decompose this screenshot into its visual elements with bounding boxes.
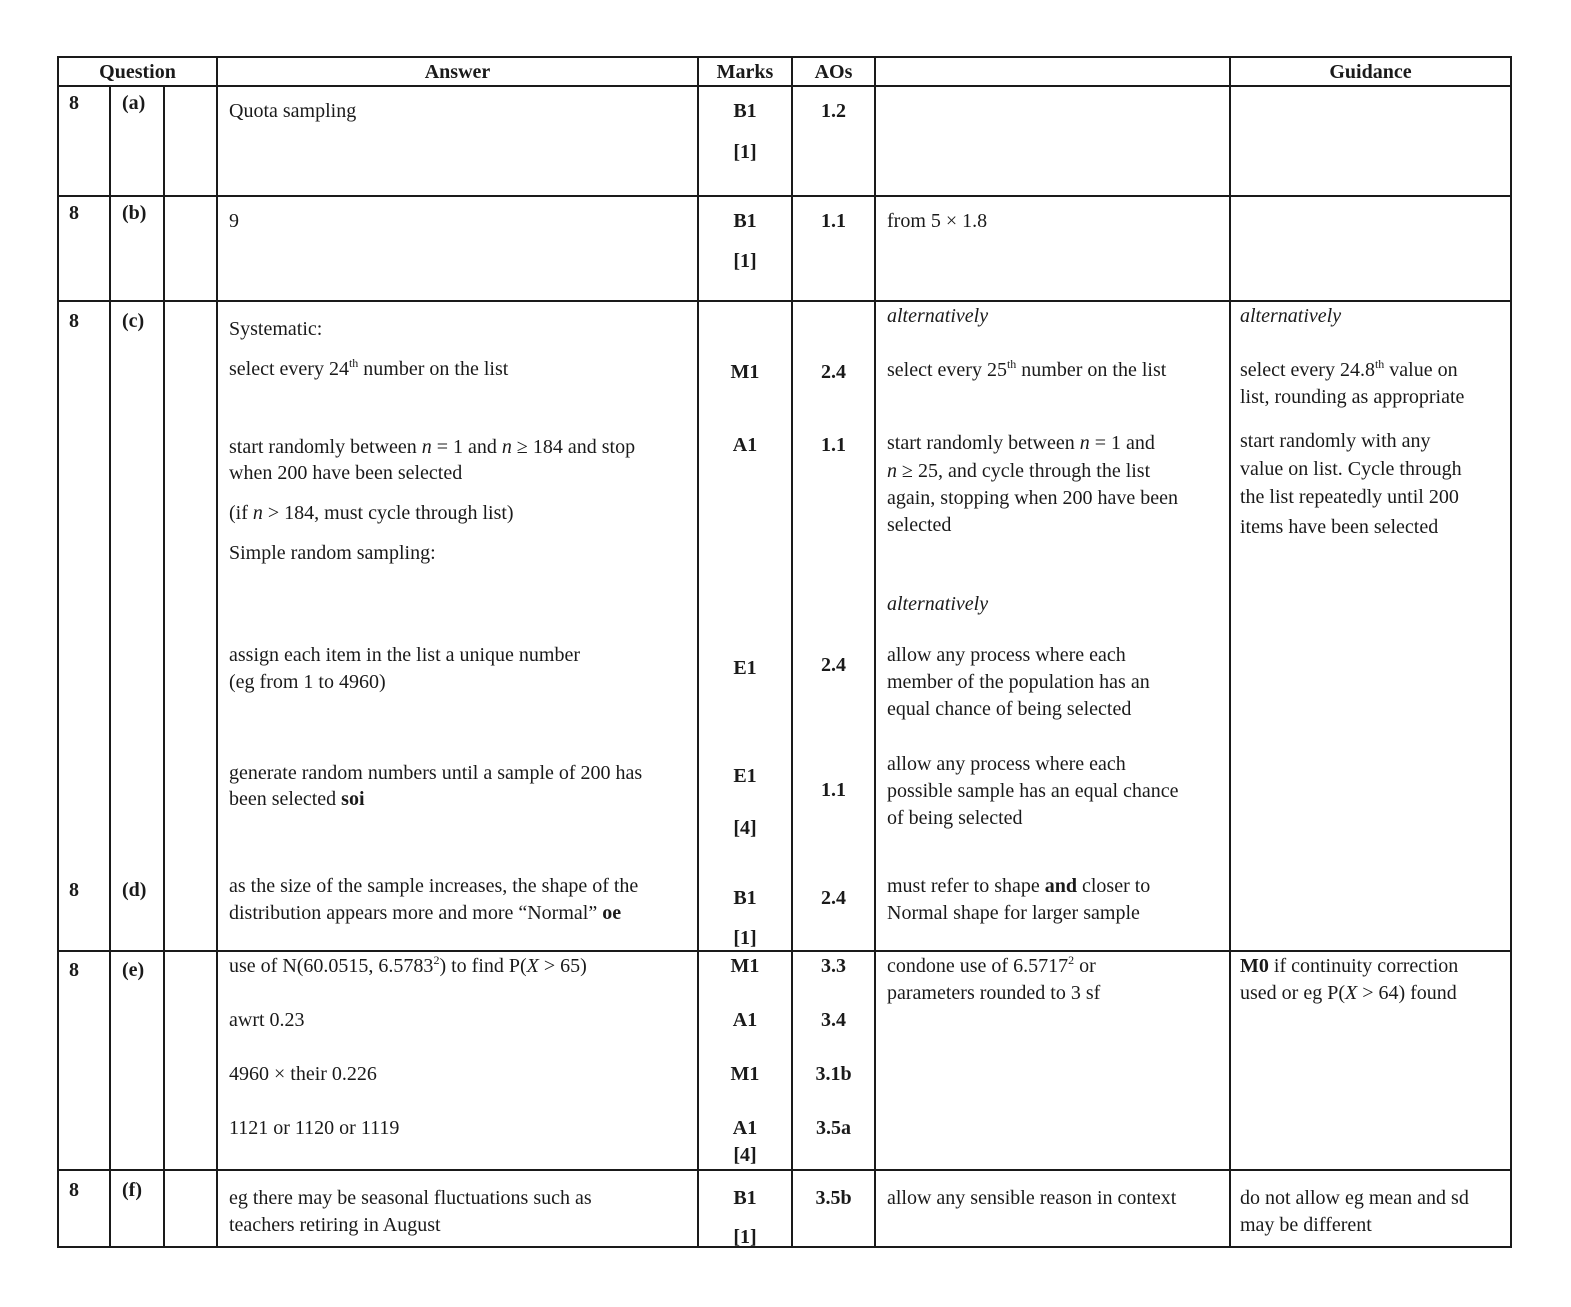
mark-total: [1] xyxy=(733,250,757,272)
ao-code: 2.4 xyxy=(821,361,846,383)
ao-code: 3.1b xyxy=(815,1063,852,1085)
guidance-text: value on list. Cycle through xyxy=(1240,458,1462,480)
grid-line xyxy=(163,85,165,1248)
mark-code: E1 xyxy=(733,765,757,787)
mark-code: B1 xyxy=(733,887,757,909)
answer-text: when 200 have been selected xyxy=(229,462,463,484)
answer-text: Quota sampling xyxy=(229,100,357,122)
answer-text: select every 24th number on the list xyxy=(229,356,509,380)
ao-code: 1.2 xyxy=(821,100,846,122)
note-text: condone use of 6.5717$^2$ or xyxy=(887,953,1096,977)
guidance-text: may be different xyxy=(1240,1214,1372,1236)
mark-total: [1] xyxy=(733,1226,757,1248)
mark-code: A1 xyxy=(732,1009,758,1031)
header-answer: Answer xyxy=(424,61,491,83)
grid-line xyxy=(57,56,1512,58)
answer-heading-srs: Simple random sampling: xyxy=(229,542,436,564)
answer-text: been selected soi xyxy=(229,788,365,810)
mark-code: A1 xyxy=(732,1117,758,1139)
note-text: again, stopping when 200 have been xyxy=(887,487,1179,509)
ao-code: 1.1 xyxy=(821,434,846,456)
answer-heading-systematic: Systematic: xyxy=(229,318,323,340)
ao-code: 3.4 xyxy=(821,1009,846,1031)
answer-text: assign each item in the list a unique number xyxy=(229,644,581,666)
answer-text: generate random numbers until a sample of 200 has xyxy=(229,762,643,784)
mark-total: [1] xyxy=(733,927,757,949)
answer-text: 9 xyxy=(229,210,239,232)
note-alternatively: alternatively xyxy=(887,593,989,615)
guidance-text: M0 if continuity correction xyxy=(1240,955,1459,977)
grid-line xyxy=(57,300,1512,302)
answer-text: 4960 × their 0.226 xyxy=(229,1063,377,1085)
answer-text: use of N(60.0515, 6.5783$^2$) to find P(X > 65) xyxy=(229,953,587,977)
ao-code: 2.4 xyxy=(821,654,846,676)
header-question: Question xyxy=(99,61,176,83)
grid-line xyxy=(109,85,111,1248)
guidance-text: used or eg P(X > 64) found xyxy=(1240,982,1457,1004)
answer-text: awrt 0.23 xyxy=(229,1009,305,1031)
note-text: from 5 × 1.8 xyxy=(887,210,988,232)
mark-code: A1 xyxy=(732,434,758,456)
ao-code: 1.1 xyxy=(821,779,846,801)
answer-text: as the size of the sample increases, the shape of the xyxy=(229,875,639,897)
question-part: (a) xyxy=(122,92,146,114)
question-number: 8 xyxy=(69,879,79,901)
guidance-text: do not allow eg mean and sd xyxy=(1240,1187,1469,1209)
mark-total: [1] xyxy=(733,141,757,163)
ao-code: 3.5b xyxy=(815,1187,852,1209)
grid-line xyxy=(1510,56,1512,1248)
note-text: possible sample has an equal chance xyxy=(887,780,1179,802)
ao-code: 1.1 xyxy=(821,210,846,232)
grid-line xyxy=(57,56,59,1248)
question-part: (e) xyxy=(122,959,145,981)
note-text: select every 25th number on the list xyxy=(887,357,1167,381)
question-number: 8 xyxy=(69,959,79,981)
guidance-text: select every 24.8th value on xyxy=(1240,357,1458,381)
note-text: start randomly between n = 1 and xyxy=(887,432,1155,454)
question-part: (b) xyxy=(122,202,147,224)
note-text: of being selected xyxy=(887,807,1023,829)
guidance-text: start randomly with any xyxy=(1240,430,1431,452)
note-text: allow any process where each xyxy=(887,753,1126,775)
guidance-text: the list repeatedly until 200 xyxy=(1240,486,1459,508)
question-number: 8 xyxy=(69,310,79,332)
note-text: allow any sensible reason in context xyxy=(887,1187,1177,1209)
answer-text: eg there may be seasonal fluctuations such as xyxy=(229,1187,592,1209)
ao-code: 3.3 xyxy=(821,955,846,977)
header-aos: AOs xyxy=(814,61,853,83)
note-text: selected xyxy=(887,514,952,536)
answer-text: start randomly between n = 1 and n ≥ 184 and stop xyxy=(229,436,636,458)
question-number: 8 xyxy=(69,1179,79,1201)
note-text: member of the population has an xyxy=(887,671,1150,693)
guidance-alternatively: alternatively xyxy=(1240,305,1342,327)
note-text: must refer to shape and closer to xyxy=(887,875,1151,897)
answer-text: (if n > 184, must cycle through list) xyxy=(229,502,514,524)
note-text: equal chance of being selected xyxy=(887,698,1132,720)
note-text: parameters rounded to 3 sf xyxy=(887,982,1101,1004)
note-text: n ≥ 25, and cycle through the list xyxy=(887,460,1151,482)
answer-text: distribution appears more and more “Normal” oe xyxy=(229,902,622,924)
note-text: allow any process where each xyxy=(887,644,1126,666)
header-guidance: Guidance xyxy=(1329,61,1412,83)
grid-line xyxy=(57,195,1512,197)
ao-code: 2.4 xyxy=(821,887,846,909)
mark-code: B1 xyxy=(733,210,757,232)
mark-total: [4] xyxy=(733,817,757,839)
header-marks: Marks xyxy=(716,61,774,83)
mark-code: B1 xyxy=(733,1187,757,1209)
answer-text: teachers retiring in August xyxy=(229,1214,441,1236)
ao-code: 3.5a xyxy=(816,1117,851,1139)
question-part: (c) xyxy=(122,310,145,332)
question-part: (d) xyxy=(122,879,147,901)
answer-text: 1121 or 1120 or 1119 xyxy=(229,1117,400,1139)
answer-text: (eg from 1 to 4960) xyxy=(229,671,386,693)
grid-line xyxy=(216,56,218,1248)
note-alternatively: alternatively xyxy=(887,305,989,327)
mark-total: [4] xyxy=(733,1144,757,1166)
guidance-text: list, rounding as appropriate xyxy=(1240,386,1465,408)
mark-code: M1 xyxy=(730,955,760,977)
note-text: Normal shape for larger sample xyxy=(887,902,1140,924)
grid-line xyxy=(874,56,876,1248)
grid-line xyxy=(57,1169,1512,1171)
question-part: (f) xyxy=(122,1179,142,1201)
grid-line xyxy=(1229,56,1231,1248)
mark-code: E1 xyxy=(733,657,757,679)
mark-code: M1 xyxy=(730,361,760,383)
guidance-text: items have been selected xyxy=(1240,516,1439,538)
question-number: 8 xyxy=(69,202,79,224)
mark-code: M1 xyxy=(730,1063,760,1085)
question-number: 8 xyxy=(69,92,79,114)
mark-code: B1 xyxy=(733,100,757,122)
